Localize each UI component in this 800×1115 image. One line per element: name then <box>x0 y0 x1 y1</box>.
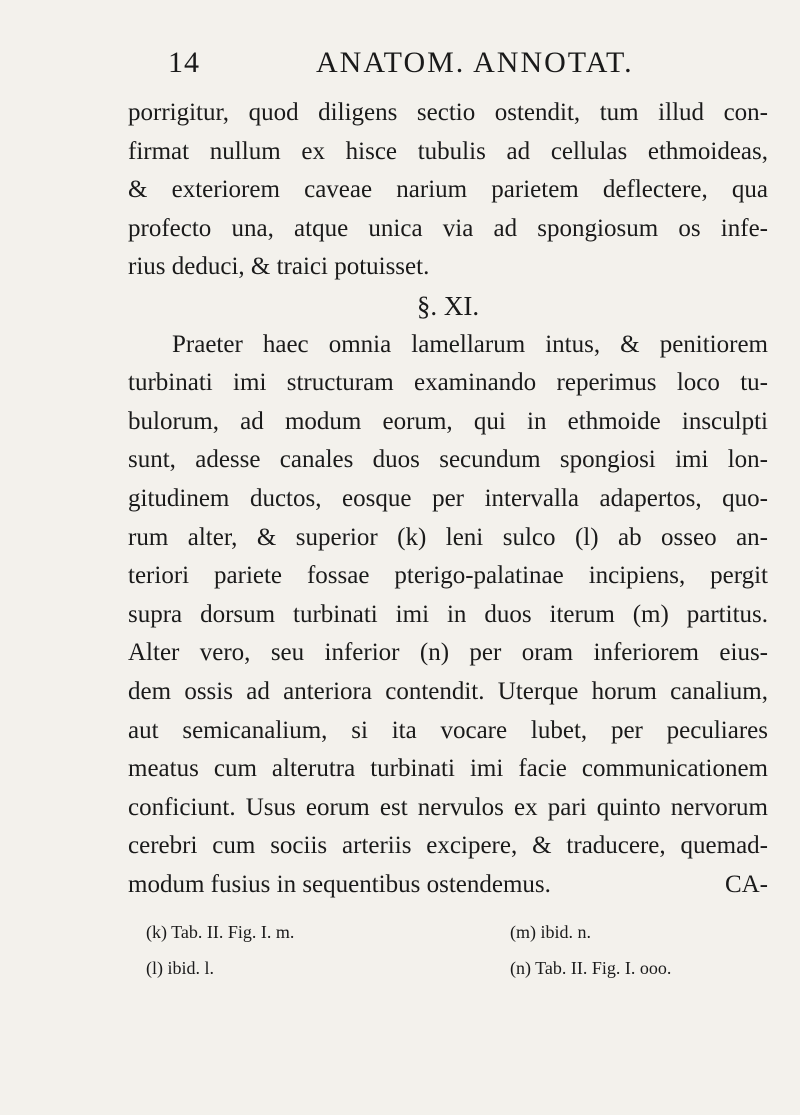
running-title: ANATOM. ANNOTAT. <box>316 46 634 79</box>
text-line: cerebri cum sociis arteriis excipere, & traducere, quemad- <box>128 832 768 860</box>
footnote-m: (m) ibid. n. <box>510 922 591 942</box>
text-line: dem ossis ad anteriora contendit. Uterque horum canalium, <box>128 677 768 705</box>
text-line: bulorum, ad modum eorum, qui in ethmoide insculpti <box>128 407 768 435</box>
footnote-l: (l) ibid. l. <box>146 958 214 978</box>
main-text <box>128 94 768 904</box>
text-line: aut semicanalium, si ita vocare lubet, per peculiares <box>128 716 768 744</box>
final-line <box>128 866 768 905</box>
text-line: profecto una, atque unica via ad spongiosum os infe- <box>128 214 768 242</box>
text-line: teriori pariete fossae pterigo-palatinae incipiens, pergit <box>128 562 768 590</box>
text-line: turbinati imi structuram examinando reperimus loco tu- <box>128 369 768 397</box>
text-line: rius deduci, & traici potuisset. <box>128 253 430 281</box>
final-text: modum fusius in sequentibus ostendemus. <box>128 870 551 898</box>
text-line: sunt, adesse canales duos secundum spongiosi imi lon- <box>128 446 768 474</box>
text-line: & exteriorem caveae narium parietem deflectere, qua <box>128 176 768 204</box>
text-line: supra dorsum turbinati imi in duos iterum (m) partitus. <box>128 600 768 628</box>
text-line: rum alter, & superior (k) leni sulco (l) ab osseo an- <box>128 523 768 551</box>
catchword: CA- <box>724 870 768 898</box>
section-heading: §. XI. <box>416 290 480 321</box>
text-line: conficiunt. Usus eorum est nervulos ex pari quinto nervorum <box>128 793 768 821</box>
text-line: Praeter haec omnia lamellarum intus, & penitiorem <box>172 330 768 358</box>
text-line: gitudinem ductos, eosque per intervalla adapertos, quo- <box>128 484 768 512</box>
footnote-row <box>146 950 766 986</box>
text-line: Alter vero, seu inferior (n) per oram inferiorem eius- <box>128 639 768 667</box>
footnote-k: (k) Tab. II. Fig. I. m. <box>146 922 295 942</box>
running-head <box>0 38 800 88</box>
page-number: 14 <box>168 46 200 79</box>
text-line: meatus cum alterutra turbinati imi facie communicationem <box>128 755 768 783</box>
text-line: porrigitur, quod diligens sectio ostendit, tum illud con- <box>128 99 768 126</box>
footnotes <box>146 914 766 986</box>
footnote-n: (n) Tab. II. Fig. I. ooo. <box>510 958 672 978</box>
text-line: firmat nullum ex hisce tubulis ad cellulas ethmoideas, <box>128 137 768 165</box>
footnote-row <box>146 914 766 950</box>
